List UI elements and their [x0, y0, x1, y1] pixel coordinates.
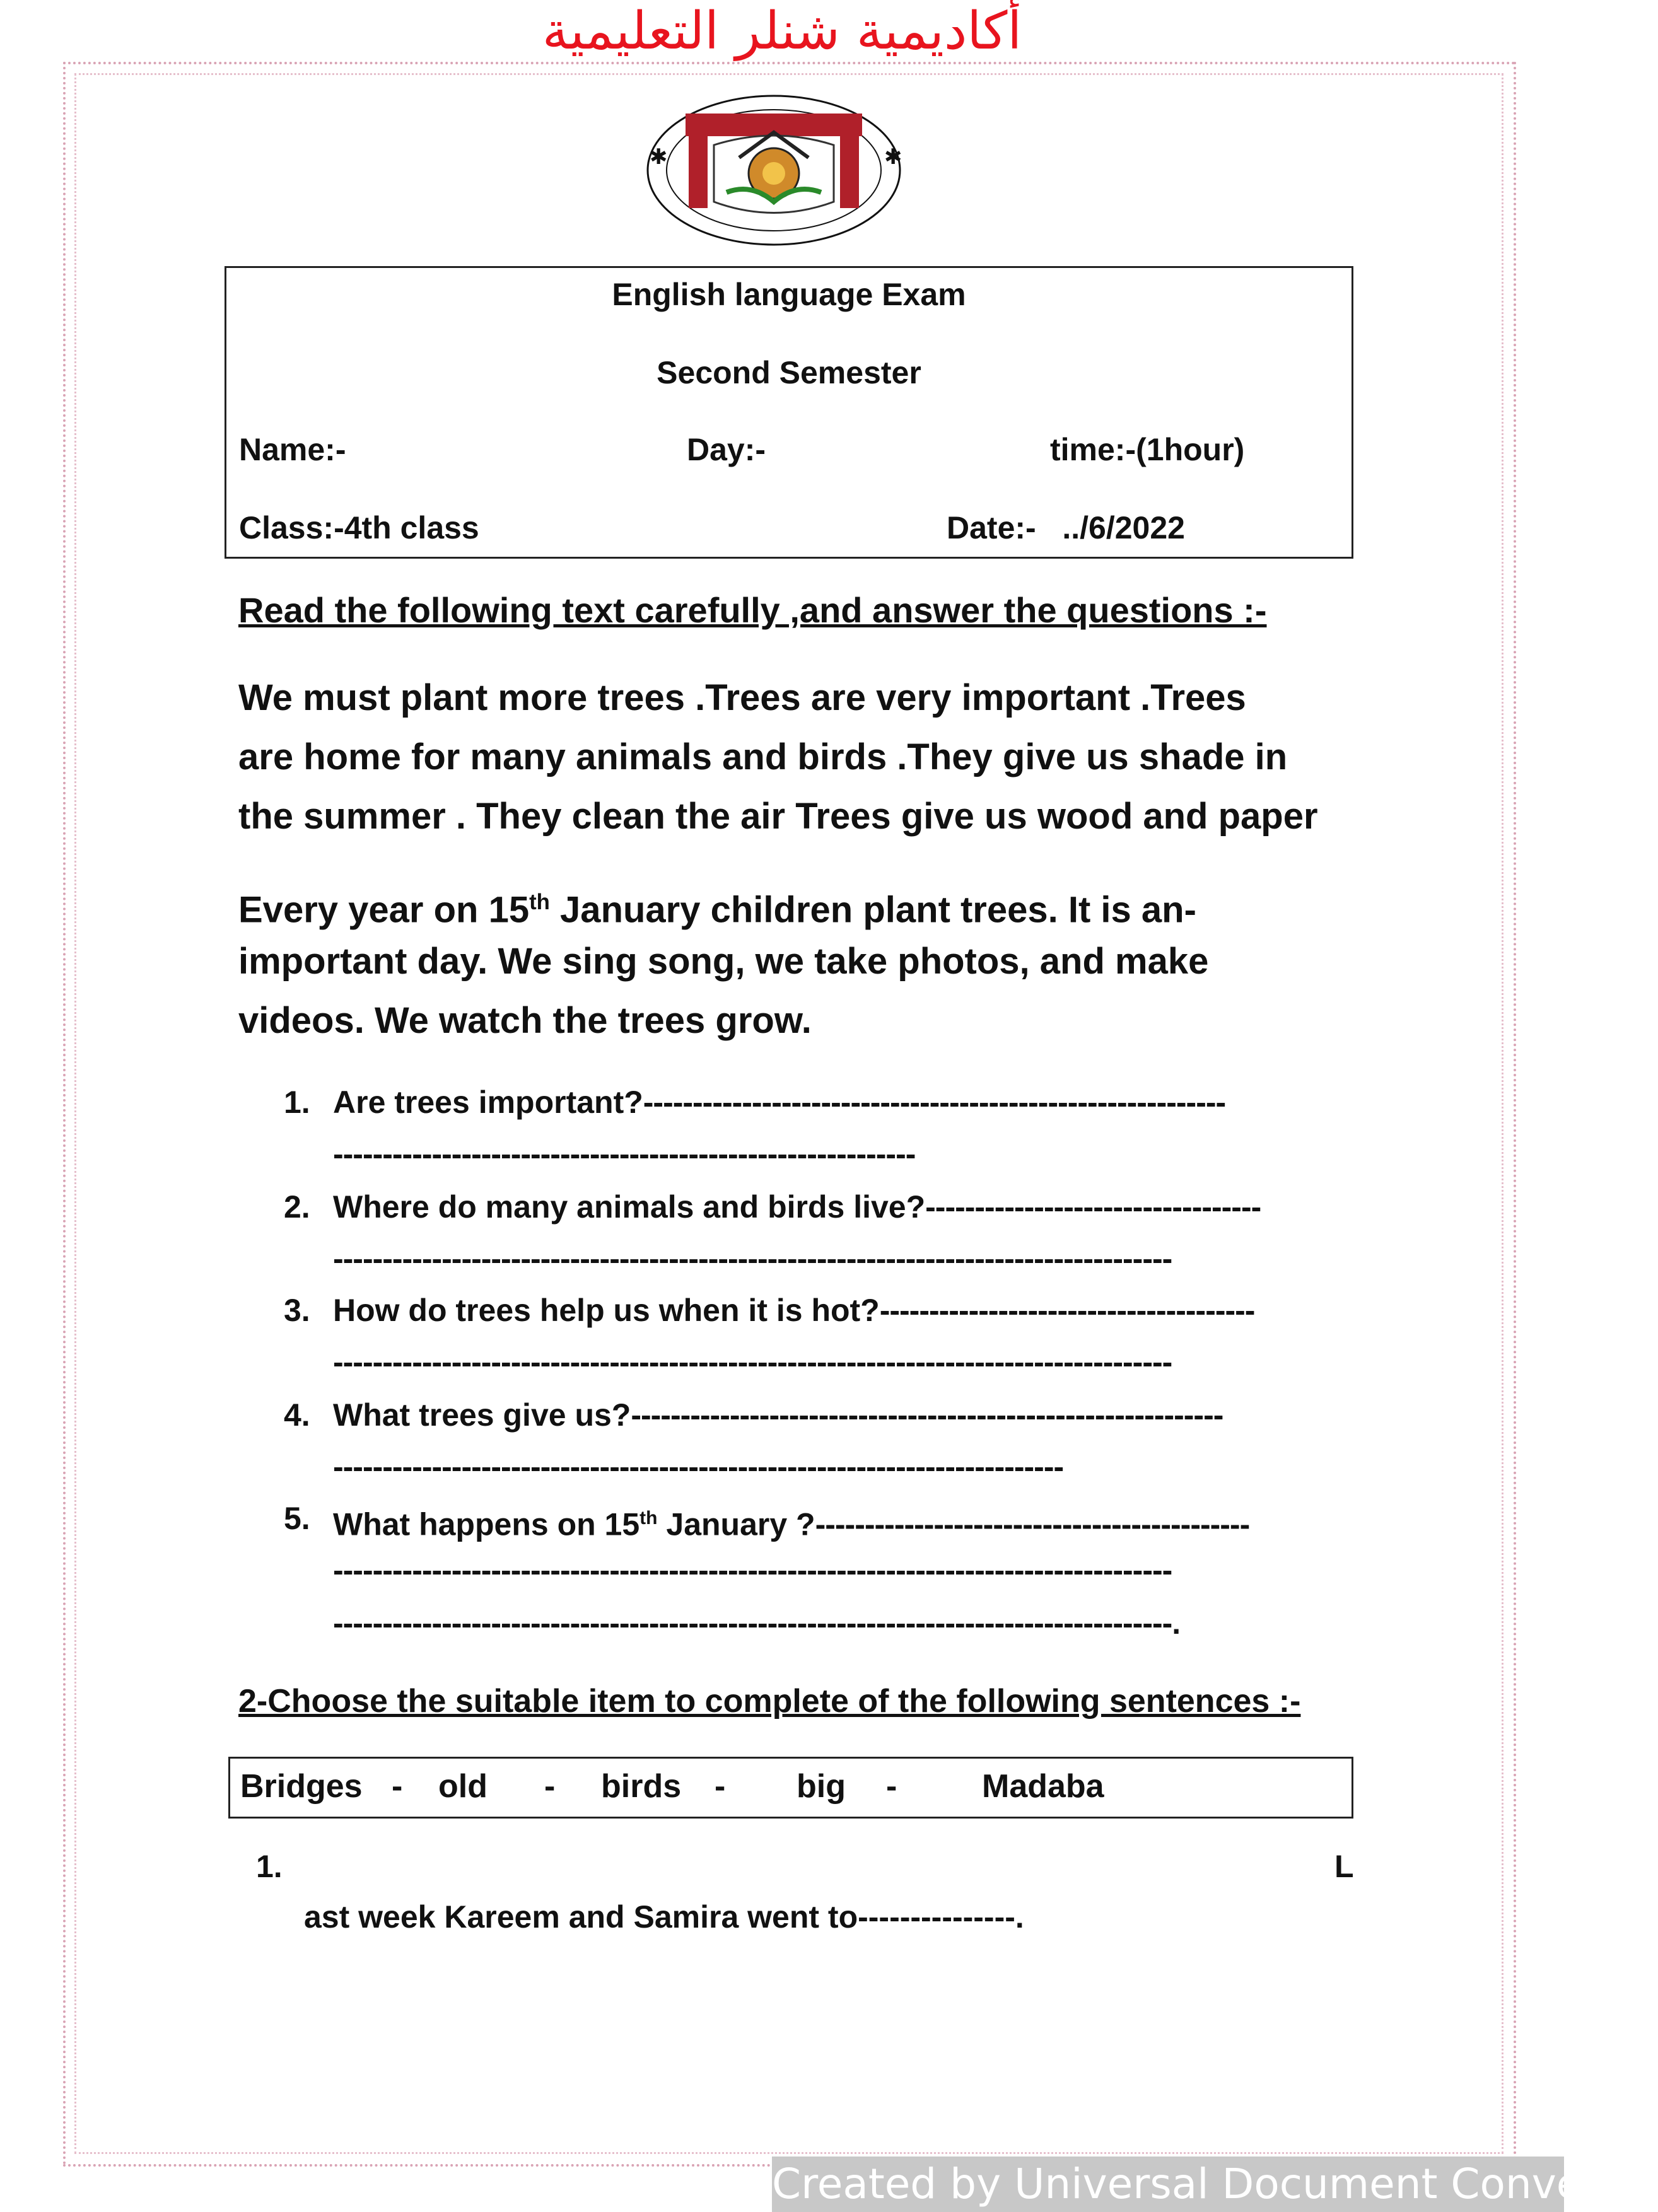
question-5-superscript: th: [639, 1508, 658, 1528]
question-5-number: 5.: [284, 1501, 310, 1536]
word-bank-box: [228, 1757, 1353, 1819]
question-3-text: How do trees help us when it is hot?: [333, 1293, 880, 1328]
word-bank-separator: -: [715, 1768, 726, 1805]
item-1-number: 1.: [256, 1849, 283, 1884]
word-bank-item: Madaba: [982, 1768, 1104, 1805]
passage-line-2: are home for many animals and birds .They give us shade in: [238, 736, 1288, 777]
answer-line[interactable]: -------------------------------------------------------------------------------------: [333, 1241, 1172, 1276]
svg-text:✱: ✱: [884, 144, 902, 170]
passage-line-4-part-b: January children plant trees. It is an-: [549, 889, 1196, 931]
answer-line[interactable]: -----------------------------------------------------------: [333, 1136, 916, 1172]
passage-line-5: important day. We sing song, we take photos, and make: [238, 941, 1209, 982]
exam-title: English language Exam: [612, 277, 966, 312]
answer-line[interactable]: -----------------------------------------------------------: [643, 1085, 1226, 1120]
answer-line[interactable]: --------------------------------------------: [815, 1506, 1250, 1542]
answer-line[interactable]: -------------------------------------------------------------------------------------: [333, 1552, 1172, 1588]
word-bank-item: Bridges: [240, 1768, 363, 1805]
question-1-text: Are trees important?: [333, 1085, 643, 1120]
question-3-number: 3.: [284, 1293, 310, 1328]
question-5-text-a: What happens on 15: [333, 1506, 640, 1542]
question-5-text-b: January ?: [657, 1506, 815, 1542]
passage-line-1: We must plant more trees .Trees are very important .Trees: [238, 677, 1246, 718]
question-4: [333, 1396, 1223, 1434]
question-1-number: 1.: [284, 1085, 310, 1120]
passage-line-3: the summer . They clean the air Trees give us wood and paper: [238, 796, 1318, 837]
question-2-number: 2.: [284, 1189, 310, 1225]
item-1-first-letter: L: [1334, 1849, 1354, 1884]
name-label: Name:-: [239, 432, 346, 467]
passage-line-4: [238, 873, 1361, 940]
ministry-crest-logo: [626, 88, 922, 252]
passage-line-4-part-a: Every year on 15: [238, 889, 530, 931]
word-bank-separator: -: [886, 1768, 897, 1805]
class-label: Class:-4th class: [239, 510, 479, 545]
converter-watermark: Created by Universal Document Converter: [772, 2157, 1564, 2212]
day-label: Day:-: [687, 432, 766, 467]
item-1-text: ast week Kareem and Samira went to---------------.: [304, 1899, 1024, 1935]
answer-line[interactable]: --------------------------------------: [879, 1293, 1255, 1328]
answer-line[interactable]: ------------------------------------------------------------: [631, 1397, 1223, 1433]
answer-line[interactable]: -------------------------------------------------------------------------------------.: [333, 1605, 1181, 1641]
question-1: [333, 1083, 1225, 1121]
academy-name: أكاديمية شنلر التعليمية: [542, 1, 1022, 61]
word-bank-separator: -: [392, 1768, 403, 1805]
passage-line-4-superscript: th: [529, 890, 550, 914]
word-bank-separator: -: [544, 1768, 556, 1805]
passage-line-6: videos. We watch the trees grow.: [238, 1000, 812, 1041]
svg-text:✱: ✱: [650, 144, 668, 170]
question-2-text: Where do many animals and birds live?: [333, 1189, 926, 1225]
exam-semester: Second Semester: [657, 355, 921, 390]
word-bank-item: birds: [601, 1768, 682, 1805]
word-bank-item: big: [797, 1768, 846, 1805]
answer-line[interactable]: -------------------------------------------------------------------------------------: [333, 1344, 1172, 1380]
question-4-number: 4.: [284, 1397, 310, 1433]
answer-line[interactable]: ----------------------------------: [925, 1189, 1261, 1225]
question-3: [333, 1291, 1254, 1329]
reading-instruction: Read the following text carefully ,and answer the questions :-: [238, 590, 1267, 630]
time-label: time:-(1hour): [1050, 432, 1245, 467]
date-label: Date:- ../6/2022: [947, 510, 1185, 545]
answer-line[interactable]: --------------------------------------------------------------------------: [333, 1449, 1064, 1484]
section-2-instruction: 2-Choose the suitable item to complete of the following sentences :-: [238, 1683, 1301, 1720]
word-bank-item: old: [438, 1768, 487, 1805]
question-4-text: What trees give us?: [333, 1397, 631, 1433]
exam-header-box: [225, 266, 1353, 559]
question-2: [333, 1188, 1261, 1226]
question-5: [333, 1499, 1249, 1544]
